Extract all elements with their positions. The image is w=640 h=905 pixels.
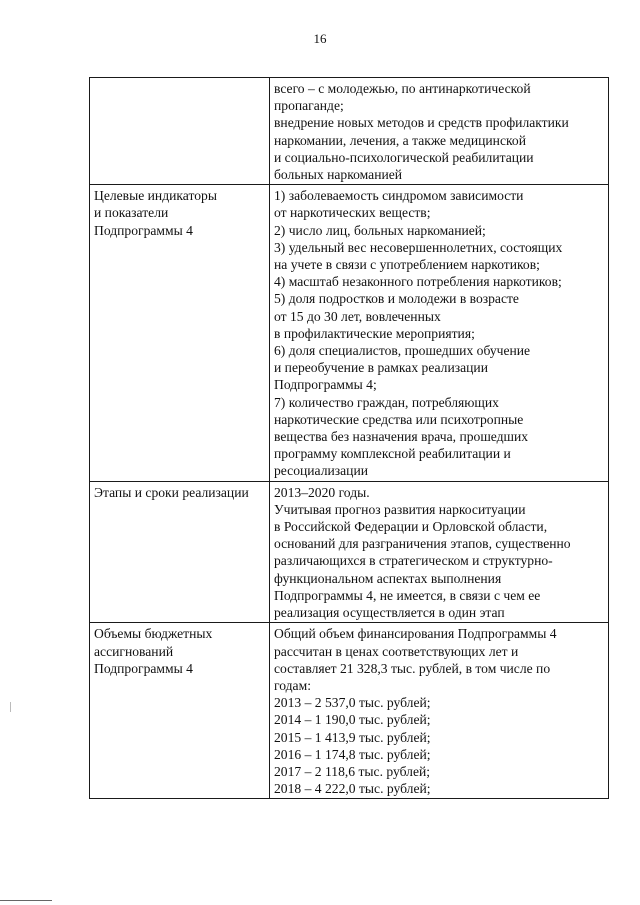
row-content-line: всего – с молодежью, по антинаркотической <box>274 81 531 96</box>
row-content-line: наркомании, лечения, а также медицинской <box>274 132 526 148</box>
subprogram-passport-table <box>89 77 609 799</box>
page-number: 16 <box>313 31 327 46</box>
row-content-line: 2017 – 2 118,6 тыс. рублей; <box>274 763 431 779</box>
row-label-line: Объемы бюджетных <box>94 626 213 642</box>
row-content-line: 1) заболеваемость синдромом зависимости <box>274 188 524 204</box>
row-label-line: ассигнований <box>94 643 174 659</box>
row-content-line: вещества без назначения врача, прошедших <box>274 429 529 445</box>
row-content-line: Подпрограммы 4, не имеется, в связи с чем ее <box>274 587 541 603</box>
row-label-line: Целевые индикаторы <box>94 188 217 204</box>
passport-table-body <box>90 78 609 799</box>
row-label-cell <box>90 185 270 481</box>
row-label-line: Этапы и сроки реализации <box>94 484 249 500</box>
margin-mark <box>10 702 11 712</box>
row-content-line: 5) доля подростков и молодежи в возрасте <box>274 291 519 307</box>
row-content-line: 2018 – 4 222,0 тыс. рублей; <box>274 781 431 797</box>
row-content-line: ресоциализации <box>274 463 368 479</box>
row-content-line: Общий объем финансирования Подпрограммы 4 <box>274 626 557 642</box>
row-content-line: рассчитан в ценах соответствующих лет и <box>274 643 519 659</box>
row-content-line: 2014 – 1 190,0 тыс. рублей; <box>274 712 431 728</box>
row-content-line: на учете в связи с употреблением наркотиков; <box>274 257 540 273</box>
row-content-line: годам: <box>274 677 311 693</box>
table-row <box>90 185 609 481</box>
row-content-line: оснований для разграничения этапов, существенно <box>274 536 571 552</box>
row-content-line: и социально-психологической реабилитации <box>274 149 534 165</box>
table-row <box>90 481 609 623</box>
row-content-line: 2013–2020 годы. <box>274 484 370 500</box>
row-label-line: Подпрограммы 4 <box>94 660 193 676</box>
row-content-line: 3) удельный вес несовершеннолетних, состоящих <box>274 239 563 255</box>
row-content-line: в профилактические мероприятия; <box>274 325 475 341</box>
row-content-line: 2016 – 1 174,8 тыс. рублей; <box>274 746 431 762</box>
row-label-cell <box>90 623 270 799</box>
row-content-line: внедрение новых методов и средств профилактики <box>274 115 569 131</box>
row-content-line: от наркотических веществ; <box>274 205 431 221</box>
table-row <box>90 623 609 799</box>
row-content-line: от 15 до 30 лет, вовлеченных <box>274 308 441 324</box>
row-content-line: пропаганде; <box>274 98 344 114</box>
row-content-line: наркотические средства или психотропные <box>274 411 524 427</box>
row-content-line: функциональном аспектах выполнения <box>274 570 502 586</box>
row-content-cell <box>270 185 609 481</box>
row-content-line: 6) доля специалистов, прошедших обучение <box>274 343 531 359</box>
row-content-line: 7) количество граждан, потребляющих <box>274 394 499 410</box>
row-content-line: реализация осуществляется в один этап <box>274 605 505 621</box>
row-content-line: 2013 – 2 537,0 тыс. рублей; <box>274 695 431 711</box>
row-content-line: Подпрограммы 4; <box>274 377 377 393</box>
row-content-line: больных наркоманией <box>274 167 403 183</box>
row-content-line: Учитывая прогноз развития наркоситуации <box>274 501 526 517</box>
row-label-line: и показатели <box>94 205 169 221</box>
row-content-line: 2015 – 1 413,9 тыс. рублей; <box>274 729 431 745</box>
row-content-line: составляет 21 328,3 тыс. рублей, в том числе по <box>274 660 551 676</box>
row-content-line: 4) масштаб незаконного потребления наркотиков; <box>274 274 562 290</box>
row-content-cell <box>270 481 609 623</box>
row-label-cell <box>90 78 270 185</box>
row-content-line: программу комплексной реабилитации и <box>274 446 511 462</box>
row-label-line: Подпрограммы 4 <box>94 222 193 238</box>
row-content-cell <box>270 623 609 799</box>
row-label-cell <box>90 481 270 623</box>
row-content-cell <box>270 78 609 185</box>
row-content-line: и переобучение в рамках реализации <box>274 360 488 376</box>
table-row <box>90 78 609 185</box>
row-content-line: различающихся в стратегическом и структурно- <box>274 553 553 569</box>
row-content-line: в Российской Федерации и Орловской области, <box>274 519 548 535</box>
row-content-line: 2) число лиц, больных наркоманией; <box>274 222 486 238</box>
footer-rule <box>0 900 52 901</box>
